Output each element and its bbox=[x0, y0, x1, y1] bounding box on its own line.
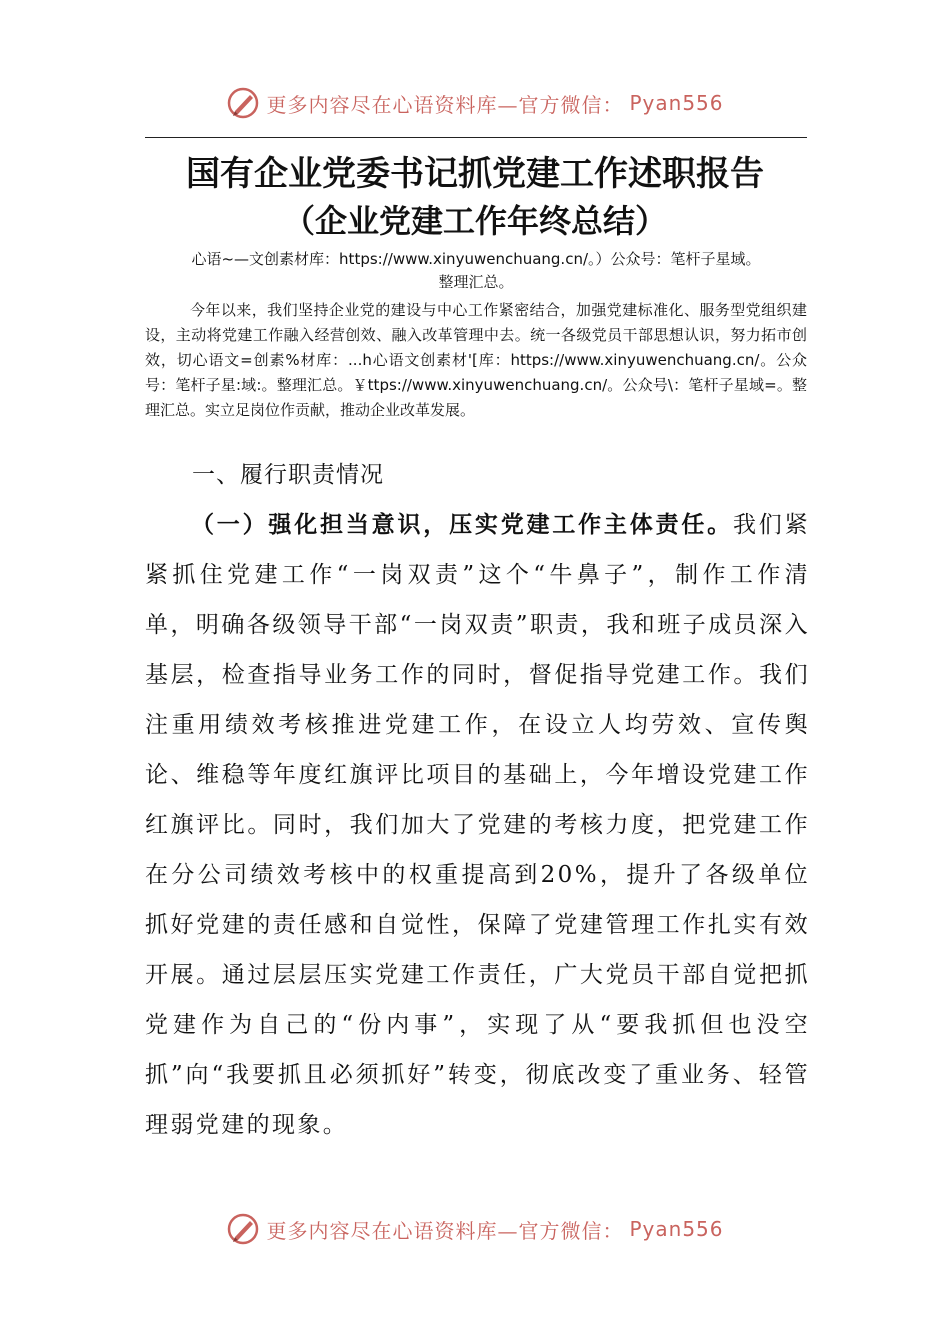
body-text: 我们紧紧抓住党建工作“一岗双责”这个“牛鼻子”，制作工作清单，明确各级领导干部“一岗双责”职责，我和班子成员深入基层，检查指导业务工作的同时，督促指导党建工作。我们注重用绩效考核推进党建工作，在设立人均劳效、宣传舆论、维稳等年度红旗评比项目的基础上，今年增设党建工作红旗评比。同时，我们加大了党建的考核力度，把党建工作在分公司绩效考核中的权重提高到20%，提升了各级单位抓好党建的责任感和自觉性，保障了党建管理工作扎实有效开展。通过层层压实党建工作责任，广大党员干部自觉把抓党建作为自己的“份内事”，实现了从“要我抓但也没空抓”向“我要抓且必须抓好”转变，彻底改变了重业务、轻管理弱党建的现象。 bbox=[145, 512, 811, 1138]
footer-watermark bbox=[0, 1212, 950, 1246]
document-subtitle: （企业党建工作年终总结） bbox=[282, 202, 667, 240]
source-note bbox=[145, 248, 807, 294]
body-paragraph bbox=[145, 500, 810, 1150]
watermark-wechat-id: Pyan556 bbox=[629, 91, 724, 115]
watermark-wechat-id: Pyan556 bbox=[629, 1217, 724, 1241]
pen-logo-icon bbox=[226, 86, 260, 120]
source-note-line1: 心语~—文创素材库：https://www.xinyuwenchuang.cn/。）公众号：笔杆子星域。 bbox=[191, 250, 761, 268]
source-note-line2: 整理汇总。 bbox=[438, 273, 514, 291]
header-divider bbox=[145, 137, 807, 138]
sub-heading: （一）强化担当意识，压实党建工作主体责任。 bbox=[191, 511, 733, 538]
watermark-text: 更多内容尽在心语资料库—官方微信： bbox=[266, 1218, 624, 1243]
document-title: 国有企业党委书记抓党建工作述职报告 bbox=[186, 154, 764, 194]
header-watermark bbox=[0, 86, 950, 120]
intro-paragraph: 今年以来，我们坚持企业党的建设与中心工作紧密结合，加强党建标准化、服务型党组织建设，主动将党建工作融入经营创效、融入改革管理中去。统一各级党员干部思想认识，努力拓市创效，切心语文=创素%材库：...h心语文创素材'[库：https://www.xinyuwenchuang.cn/。公众号：笔杆子星:域:。整理汇总。￥ttps://www.xinyuwenchuang.cn/。公众号\：笔杆子星域=。整理汇总。实立足岗位作贡献，推动企业改革发展。 bbox=[145, 301, 807, 419]
pen-logo-icon bbox=[226, 1212, 260, 1246]
section-heading: 一、履行职责情况 bbox=[192, 462, 384, 488]
watermark-text: 更多内容尽在心语资料库—官方微信： bbox=[266, 92, 624, 117]
